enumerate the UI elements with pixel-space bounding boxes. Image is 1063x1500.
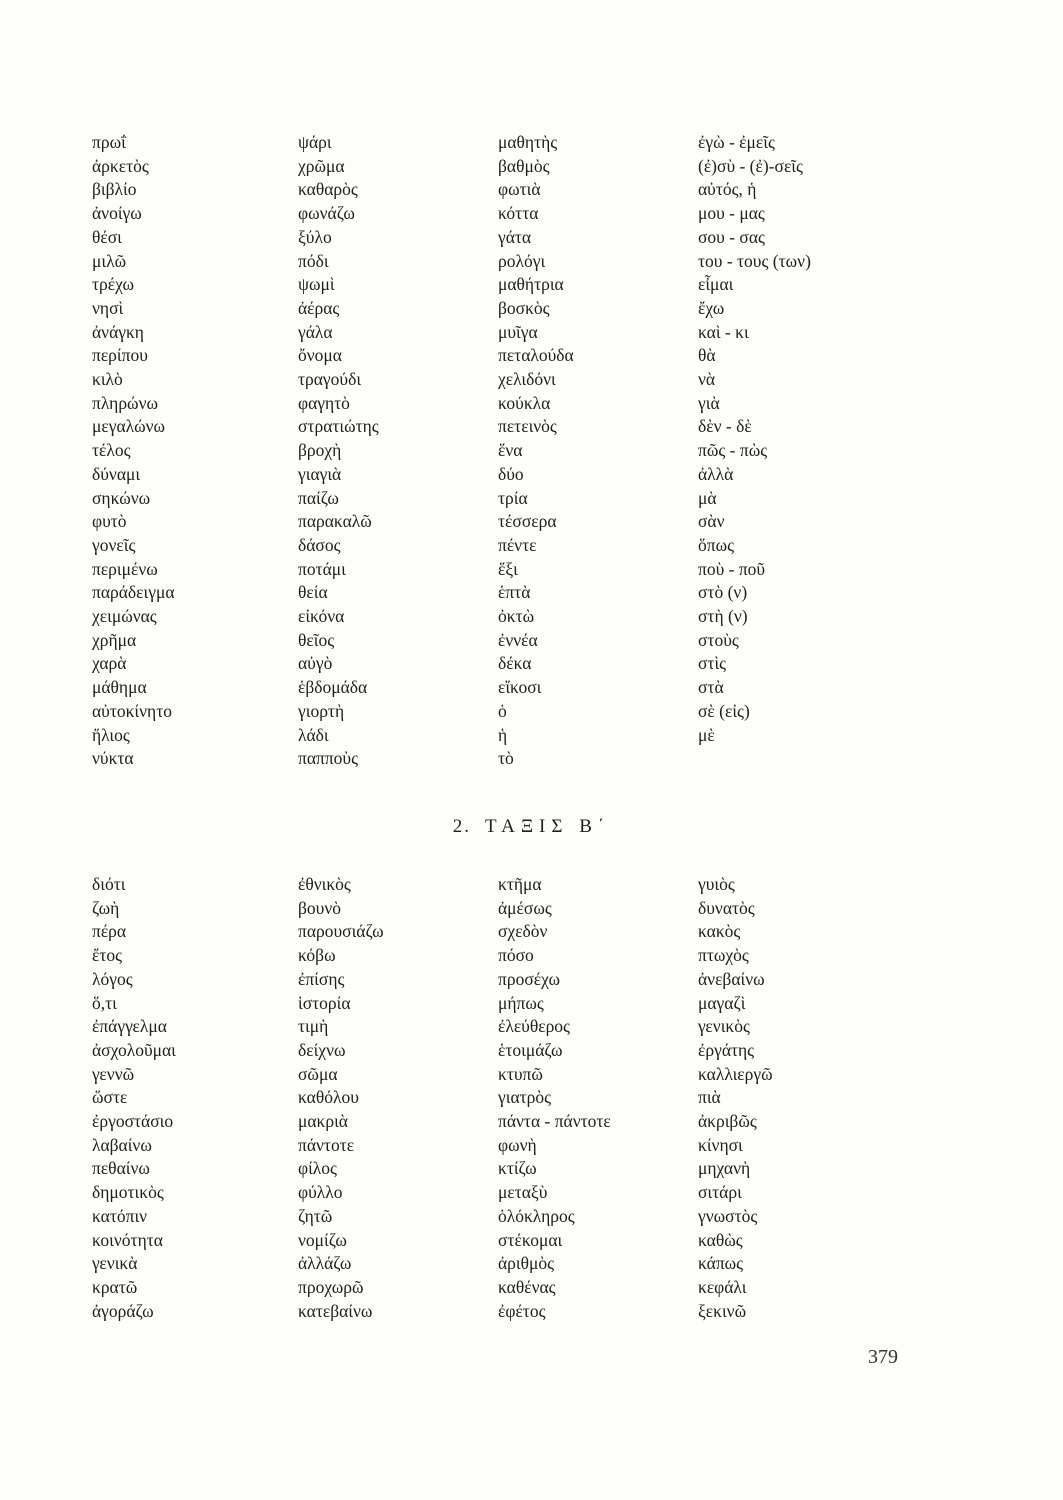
vocabulary-word: στὸ (ν) [698, 582, 748, 603]
vocabulary-word: παπποὺς [298, 748, 359, 769]
vocabulary-word: φυτὸ [92, 511, 127, 532]
vocabulary-word: φωνὴ [498, 1134, 537, 1155]
vocabulary-word: τραγούδι [298, 369, 362, 390]
vocabulary-word: πέντε [498, 534, 537, 555]
vocabulary-word: περίπου [92, 345, 148, 366]
vocabulary-word: ἐπάγγελμα [92, 1016, 167, 1037]
vocabulary-word: προσέχω [498, 968, 561, 989]
vocabulary-word: ἱστορία [298, 992, 351, 1013]
vocabulary-word: πέρα [92, 921, 127, 942]
page-number: 379 [868, 1346, 898, 1368]
vocabulary-word: καλλιεργῶ [698, 1063, 773, 1084]
vocabulary-word: βαθμὸς [498, 155, 550, 176]
vocabulary-word: μακριὰ [298, 1111, 348, 1132]
section2-column-4 [698, 873, 773, 1323]
vocabulary-word: πετεινὸς [498, 416, 557, 437]
vocabulary-word: ἑβδομάδα [298, 677, 368, 698]
vocabulary-word: θέσι [92, 226, 122, 247]
section2-column-2 [298, 873, 384, 1323]
vocabulary-word: διότι [92, 874, 126, 894]
vocabulary-word: μαθητὴς [498, 132, 558, 152]
vocabulary-word: χρῶμα [298, 155, 345, 176]
vocabulary-word: νησὶ [92, 297, 124, 318]
vocabulary-word: γιορτὴ [298, 700, 345, 721]
vocabulary-word: ὅπως [698, 534, 735, 555]
vocabulary-word: ἔτος [92, 945, 123, 966]
vocabulary-word: σῶμα [298, 1063, 338, 1084]
vocabulary-word: ἀρκετὸς [92, 155, 149, 176]
vocabulary-word: δείχνω [298, 1039, 346, 1060]
vocabulary-word: γάλα [298, 321, 333, 342]
vocabulary-word: σου - σας [698, 226, 765, 247]
vocabulary-word: γιαγιὰ [298, 463, 342, 484]
vocabulary-word: νύκτα [92, 748, 134, 769]
vocabulary-word: γεννῶ [92, 1063, 135, 1084]
vocabulary-word: ψάρι [298, 132, 332, 152]
vocabulary-word: θεῖος [298, 629, 335, 650]
vocabulary-word: χρῆμα [92, 629, 137, 650]
vocabulary-word: ἀσχολοῦμαι [92, 1039, 176, 1060]
vocabulary-word: περιμένω [92, 558, 158, 579]
vocabulary-word: πόσο [498, 945, 534, 966]
vocabulary-word: φαγητὸ [298, 392, 350, 413]
section1-column-2 [298, 131, 379, 771]
vocabulary-word: γνωστὸς [698, 1205, 758, 1226]
vocabulary-word: ὥστε [92, 1087, 128, 1108]
vocabulary-word: ζητῶ [298, 1205, 333, 1226]
vocabulary-word: ὀκτὼ [498, 606, 535, 627]
vocabulary-word: εἰκόνα [298, 606, 345, 627]
vocabulary-word: παράδειγμα [92, 582, 175, 603]
vocabulary-word: θεία [298, 582, 328, 603]
vocabulary-word: παρουσιάζω [298, 921, 384, 942]
vocabulary-word: ἐθνικὸς [298, 874, 351, 894]
vocabulary-word: καθένας [498, 1276, 556, 1297]
vocabulary-word: βουνὸ [298, 897, 341, 918]
vocabulary-word: ζωὴ [92, 897, 120, 918]
vocabulary-word: νὰ [698, 369, 716, 390]
vocabulary-word: δυνατὸς [698, 897, 755, 918]
vocabulary-word: μηχανὴ [698, 1158, 751, 1179]
vocabulary-word: αὐγὸ [298, 653, 333, 674]
section2-column-3 [498, 873, 611, 1323]
vocabulary-word: ἐλεύθερος [498, 1016, 570, 1037]
vocabulary-word: γυιὸς [698, 874, 735, 894]
vocabulary-word: ὁλόκληρος [498, 1205, 575, 1226]
section2-heading [0, 816, 1063, 838]
vocabulary-word: στοὺς [698, 629, 739, 650]
vocabulary-word: στέκομαι [498, 1229, 563, 1250]
vocabulary-word: τέσσερα [498, 511, 557, 532]
vocabulary-word: μὰ [698, 487, 717, 508]
vocabulary-word: ὅ,τι [92, 992, 117, 1013]
vocabulary-word: ὄνομα [298, 345, 342, 366]
vocabulary-word: μυῖγα [498, 321, 538, 342]
vocabulary-word: καθαρὸς [298, 179, 358, 200]
vocabulary-word: χελιδόνι [498, 369, 556, 390]
vocabulary-word: κτῆμα [498, 874, 542, 894]
vocabulary-word: δύναμι [92, 463, 141, 484]
vocabulary-word: βοσκὸς [498, 297, 550, 318]
vocabulary-word: μεγαλώνω [92, 416, 166, 437]
vocabulary-word: ἕξι [498, 558, 518, 579]
vocabulary-word: καὶ - κι [698, 321, 749, 342]
section1-column-1 [92, 131, 175, 771]
vocabulary-word: γάτα [498, 226, 532, 247]
vocabulary-word: λαβαίνω [92, 1134, 152, 1155]
vocabulary-word: ἡ [498, 724, 508, 745]
vocabulary-word: κάπως [698, 1253, 744, 1274]
vocabulary-word: ἔχω [698, 297, 725, 318]
vocabulary-word: φίλος [298, 1158, 337, 1179]
vocabulary-word: δέκα [498, 653, 532, 674]
vocabulary-word: στρατιώτης [298, 416, 379, 437]
vocabulary-word: εἴκοσι [498, 677, 542, 698]
vocabulary-word: φύλλο [298, 1182, 343, 1203]
vocabulary-word: ἀνοίγω [92, 203, 142, 224]
vocabulary-word: σιτάρι [698, 1182, 742, 1203]
vocabulary-word: κίνησι [698, 1134, 743, 1155]
vocabulary-word: πρωΐ [92, 132, 126, 152]
vocabulary-word: μὲ [698, 724, 715, 745]
vocabulary-word: ἀριθμὸς [498, 1253, 555, 1274]
vocabulary-word: τρέχω [92, 274, 135, 295]
vocabulary-word: κτυπῶ [498, 1063, 543, 1084]
vocabulary-word: πόδι [298, 250, 329, 271]
vocabulary-word: γενικὸς [698, 1016, 750, 1037]
vocabulary-word: βροχὴ [298, 440, 342, 461]
vocabulary-word: στὴ (ν) [698, 606, 748, 627]
vocabulary-word: τρία [498, 487, 528, 508]
vocabulary-word: παρακαλῶ [298, 511, 372, 532]
vocabulary-word: χειμώνας [92, 606, 157, 627]
vocabulary-word: προχωρῶ [298, 1276, 364, 1297]
vocabulary-word: δημοτικὸς [92, 1182, 164, 1203]
vocabulary-word: δὲν - δὲ [698, 416, 752, 437]
vocabulary-word: γιὰ [698, 392, 720, 413]
vocabulary-word: πτωχὸς [698, 945, 749, 966]
vocabulary-word: (ἐ)σὺ - (ἐ)-σεῖς [698, 155, 803, 176]
vocabulary-word: ἀμέσως [498, 897, 552, 918]
vocabulary-word: κακὸς [698, 921, 741, 942]
vocabulary-word: ἀγοράζω [92, 1300, 154, 1321]
vocabulary-word: ρολόγι [498, 250, 546, 271]
vocabulary-word: κεφάλι [698, 1276, 747, 1297]
vocabulary-word: πάντα - πάντοτε [498, 1111, 611, 1132]
vocabulary-word: στὰ [698, 677, 724, 698]
section2-column-1 [92, 873, 176, 1323]
vocabulary-word: μήπως [498, 992, 544, 1013]
vocabulary-word: σηκώνω [92, 487, 151, 508]
vocabulary-word: πεταλούδα [498, 345, 574, 366]
vocabulary-word: κατόπιν [92, 1205, 148, 1226]
vocabulary-word: μάθημα [92, 677, 147, 698]
vocabulary-word: πάντοτε [298, 1134, 355, 1155]
vocabulary-word: ξύλο [298, 226, 332, 247]
vocabulary-word: καθόλου [298, 1087, 359, 1108]
vocabulary-word: ἐργοστάσιο [92, 1111, 174, 1132]
vocabulary-word: λόγος [92, 968, 133, 989]
vocabulary-word: μαθήτρια [498, 274, 564, 295]
vocabulary-word: ἐφέτος [498, 1300, 546, 1321]
vocabulary-word: ὁ [498, 700, 507, 721]
vocabulary-word: πεθαίνω [92, 1158, 150, 1179]
section2-title: ΤΑΞΙΣ Β΄ [485, 816, 611, 837]
vocabulary-word: κοινότητα [92, 1229, 163, 1250]
vocabulary-word: γιατρὸς [498, 1087, 552, 1108]
vocabulary-word: ἐπίσης [298, 968, 345, 989]
vocabulary-word: τέλος [92, 440, 131, 461]
section1-column-3 [498, 131, 574, 771]
vocabulary-word: γονεῖς [92, 534, 136, 555]
vocabulary-word: ἀλλάζω [298, 1253, 352, 1274]
vocabulary-word: ξεκινῶ [698, 1300, 747, 1321]
vocabulary-word: ἀνεβαίνω [698, 968, 765, 989]
vocabulary-word: αὐτός, ἡ [698, 179, 757, 200]
vocabulary-word: ἀκριβῶς [698, 1111, 757, 1132]
section1-column-4 [698, 131, 811, 747]
vocabulary-word: σὲ (εἰς) [698, 700, 750, 721]
vocabulary-word: ἥλιος [92, 724, 130, 745]
vocabulary-word: βιβλίο [92, 179, 137, 200]
vocabulary-word: δύο [498, 463, 524, 484]
vocabulary-word: ἀλλὰ [698, 463, 734, 484]
vocabulary-word: τιμὴ [298, 1016, 329, 1037]
vocabulary-word: εἶμαι [698, 274, 734, 295]
vocabulary-word: φωνάζω [298, 203, 355, 224]
vocabulary-word: ἐργάτης [698, 1039, 755, 1060]
vocabulary-word: κόβω [298, 945, 336, 966]
vocabulary-word: πιὰ [698, 1087, 721, 1108]
vocabulary-word: του - τους (των) [698, 250, 811, 271]
vocabulary-word: πληρώνω [92, 392, 159, 413]
vocabulary-word: αὐτοκίνητο [92, 700, 172, 721]
vocabulary-word: μιλῶ [92, 250, 127, 271]
vocabulary-word: κατεβαίνω [298, 1300, 373, 1321]
vocabulary-word: φωτιὰ [498, 179, 541, 200]
vocabulary-word: τὸ [498, 748, 514, 769]
vocabulary-word: ἕνα [498, 440, 523, 461]
vocabulary-word: ἀνάγκη [92, 321, 144, 342]
vocabulary-word: νομίζω [298, 1229, 347, 1250]
vocabulary-word: παίζω [298, 487, 339, 508]
vocabulary-word: κρατῶ [92, 1276, 138, 1297]
vocabulary-word: σχεδὸν [498, 921, 548, 942]
vocabulary-word: πῶς - πὼς [698, 440, 768, 461]
vocabulary-word: μου - μας [698, 203, 765, 224]
vocabulary-word: ἑπτὰ [498, 582, 531, 603]
vocabulary-word: ἐγὼ - ἐμεῖς [698, 132, 775, 152]
vocabulary-word: κιλὸ [92, 369, 123, 390]
vocabulary-word: ἐννέα [498, 629, 538, 650]
vocabulary-word: γενικὰ [92, 1253, 138, 1274]
vocabulary-word: ποτάμι [298, 558, 346, 579]
vocabulary-word: κούκλα [498, 392, 551, 413]
vocabulary-word: χαρὰ [92, 653, 127, 674]
vocabulary-word: κτίζω [498, 1158, 537, 1179]
vocabulary-word: μεταξὺ [498, 1182, 548, 1203]
vocabulary-word: κόττα [498, 203, 539, 224]
section2-number: 2. [452, 816, 472, 837]
vocabulary-word: ποὺ - ποῦ [698, 558, 766, 579]
vocabulary-word: ἑτοιμάζω [498, 1039, 563, 1060]
vocabulary-word: μαγαζὶ [698, 992, 746, 1013]
vocabulary-word: ψωμὶ [298, 274, 335, 295]
vocabulary-word: λάδι [298, 724, 329, 745]
vocabulary-word: σὰν [698, 511, 725, 532]
vocabulary-word: ἀέρας [298, 297, 340, 318]
vocabulary-word: δάσος [298, 534, 341, 555]
vocabulary-word: στὶς [698, 653, 727, 674]
vocabulary-word: καθὼς [698, 1229, 743, 1250]
vocabulary-word: θὰ [698, 345, 716, 366]
